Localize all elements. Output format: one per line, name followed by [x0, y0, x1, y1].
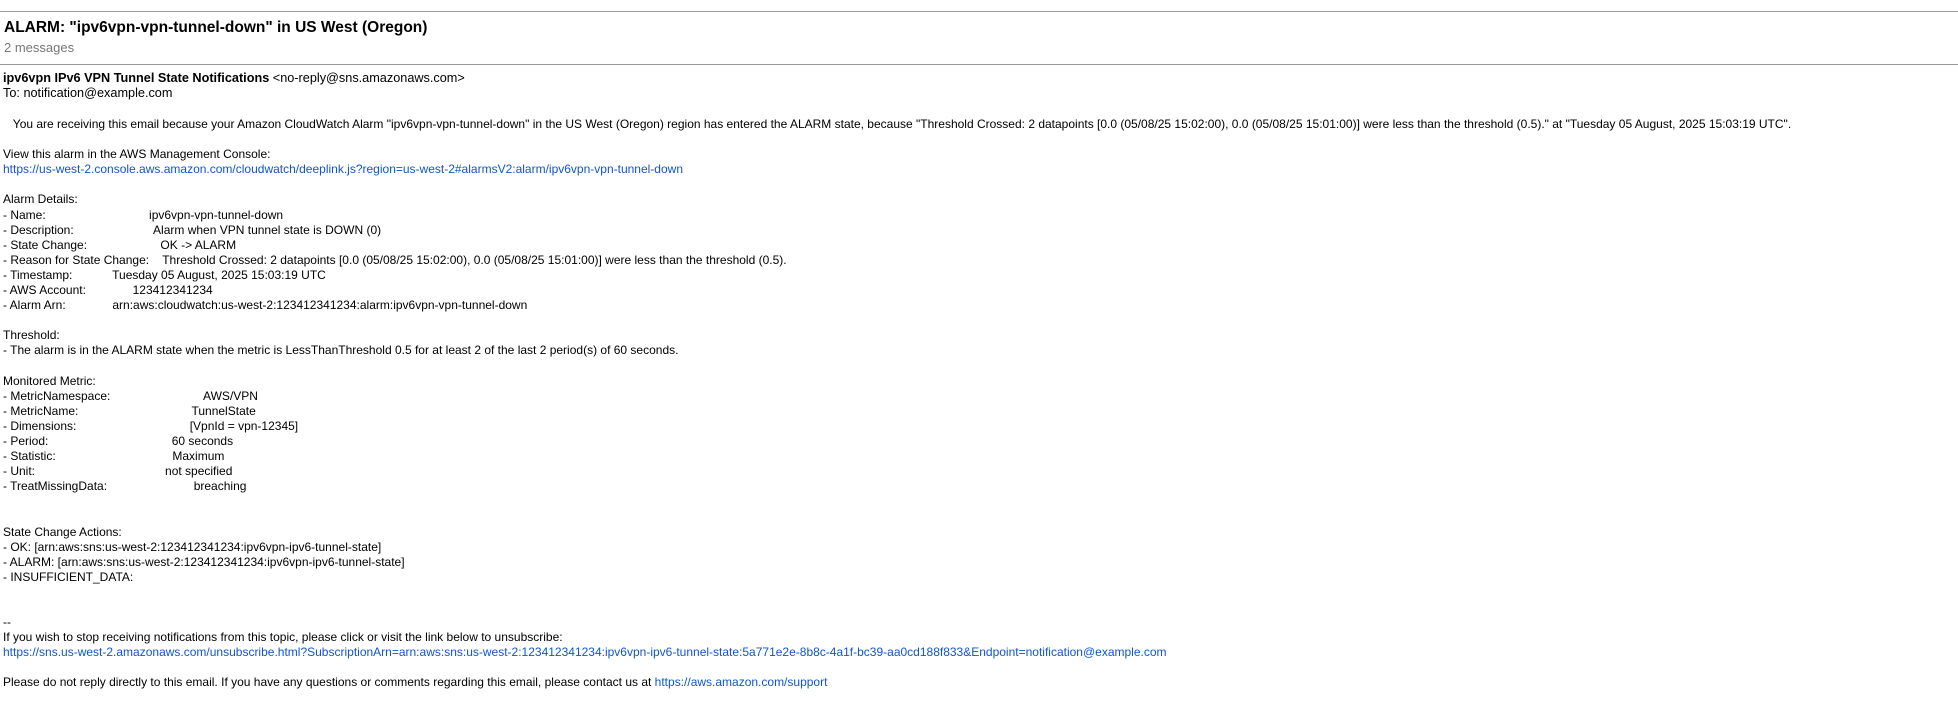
action-alarm: - ALARM: [arn:aws:sns:us-west-2:123412341234:ipv6vpn-ipv6-tunnel-state]: [3, 554, 405, 569]
blank-line: [3, 600, 1958, 615]
message-from: [3, 71, 1958, 86]
footer-text: Please do not reply directly to this email. If you have any questions or comments regarding this email, please contact us at: [3, 675, 655, 690]
action-insufficient-data: - INSUFFICIENT_DATA:: [3, 569, 134, 584]
message-count: 2 messages: [4, 40, 75, 55]
metric-dimensions: - Dimensions: [VpnId = vpn-12345]: [3, 418, 299, 433]
blank-line: [3, 359, 1958, 374]
state-change-actions-heading: State Change Actions:: [3, 524, 122, 539]
metric-period: - Period: 60 seconds: [3, 433, 234, 448]
monitored-metric-heading: Monitored Metric:: [3, 373, 96, 388]
blank-line: [3, 660, 1958, 675]
signature-divider: --: [3, 615, 11, 630]
footer-line: [3, 675, 1958, 690]
alarm-detail-state-change: - State Change: OK -> ALARM: [3, 237, 237, 252]
metric-namespace: - MetricNamespace: AWS/VPN: [3, 388, 258, 403]
alarm-detail-alarm-arn: - Alarm Arn: arn:aws:cloudwatch:us-west-2:123412341234:alarm:ipv6vpn-vpn-tunnel-down: [3, 298, 528, 313]
email-subject: ALARM: "ipv6vpn-vpn-tunnel-down" in US West (Oregon): [4, 19, 428, 36]
metric-statistic: - Statistic: Maximum: [3, 449, 225, 464]
unsubscribe-link[interactable]: https://sns.us-west-2.amazonaws.com/unsubscribe.html?SubscriptionArn=arn:aws:sns:us-west-2:123412341234:ipv6vpn-ipv6-tunnel-state:5a771e2e-8b8c-4a1f-bc39-aa0cd188f833&Endpoint=notification@example.com: [3, 645, 1167, 660]
alarm-details-heading: Alarm Details:: [3, 192, 78, 207]
blank-line: [3, 313, 1958, 328]
blank-line: [3, 494, 1958, 509]
threshold-description: - The alarm is in the ALARM state when the metric is LessThanThreshold 0.5 for at least 2 of the last 2 period(s) of 60 seconds.: [3, 343, 679, 358]
unsubscribe-link-line: [3, 645, 1958, 660]
action-ok: - OK: [arn:aws:sns:us-west-2:123412341234:ipv6vpn-ipv6-tunnel-state]: [3, 539, 382, 554]
alarm-detail-reason: - Reason for State Change: Threshold Crossed: 2 datapoints [0.0 (05/08/25 15:02:00), 0.0 (05/08/25 15:01:00)] were less than the threshold (0.5).: [3, 252, 787, 267]
blank-line: [3, 132, 1958, 147]
console-link-line: [3, 162, 1958, 177]
alarm-detail-aws-account: - AWS Account: 123412341234: [3, 283, 213, 298]
metric-treat-missing-data: - TreatMissingData: breaching: [3, 479, 247, 494]
top-divider: [0, 11, 1958, 12]
sender-email: <no-reply@sns.amazonaws.com>: [269, 71, 465, 85]
console-link[interactable]: https://us-west-2.console.aws.amazon.com/cloudwatch/deeplink.js?region=us-west-2#alarmsV2:alarm/ipv6vpn-vpn-tunnel-down: [3, 162, 683, 177]
message-to: To: notification@example.com: [3, 86, 173, 100]
console-heading: View this alarm in the AWS Management Console:: [3, 147, 271, 162]
message: [3, 71, 1958, 691]
intro-line: You are receiving this email because your Amazon CloudWatch Alarm "ipv6vpn-vpn-tunnel-down" in the US West (Oregon) region has entered the ALARM state, because "Threshold Crossed: 2 datapoints [0.0 (05/08/25 15:02:00), 0.0 (05/08/25 15:01:00)] were less than the threshold (0.5)." at "Tuesday 05 August, 2025 15:03:19 UTC".: [3, 117, 1792, 131]
alarm-detail-description: - Description: Alarm when VPN tunnel state is DOWN (0): [3, 222, 382, 237]
metric-name: - MetricName: TunnelState: [3, 403, 256, 418]
blank-line: [3, 509, 1958, 524]
alarm-detail-timestamp: - Timestamp: Tuesday 05 August, 2025 15:03:19 UTC: [3, 267, 326, 282]
unsubscribe-text: If you wish to stop receiving notifications from this topic, please click or visit the link below to unsubscribe:: [3, 630, 563, 645]
threshold-heading: Threshold:: [3, 328, 60, 343]
message-body: [3, 117, 1958, 691]
support-link[interactable]: https://aws.amazon.com/support: [654, 675, 828, 690]
header-divider: [0, 64, 1958, 65]
blank-line: [3, 585, 1958, 600]
alarm-detail-name: - Name: ipv6vpn-vpn-tunnel-down: [3, 207, 284, 222]
metric-unit: - Unit: not specified: [3, 464, 233, 479]
blank-line: [3, 177, 1958, 192]
sender-name: ipv6vpn IPv6 VPN Tunnel State Notifications: [3, 71, 270, 85]
